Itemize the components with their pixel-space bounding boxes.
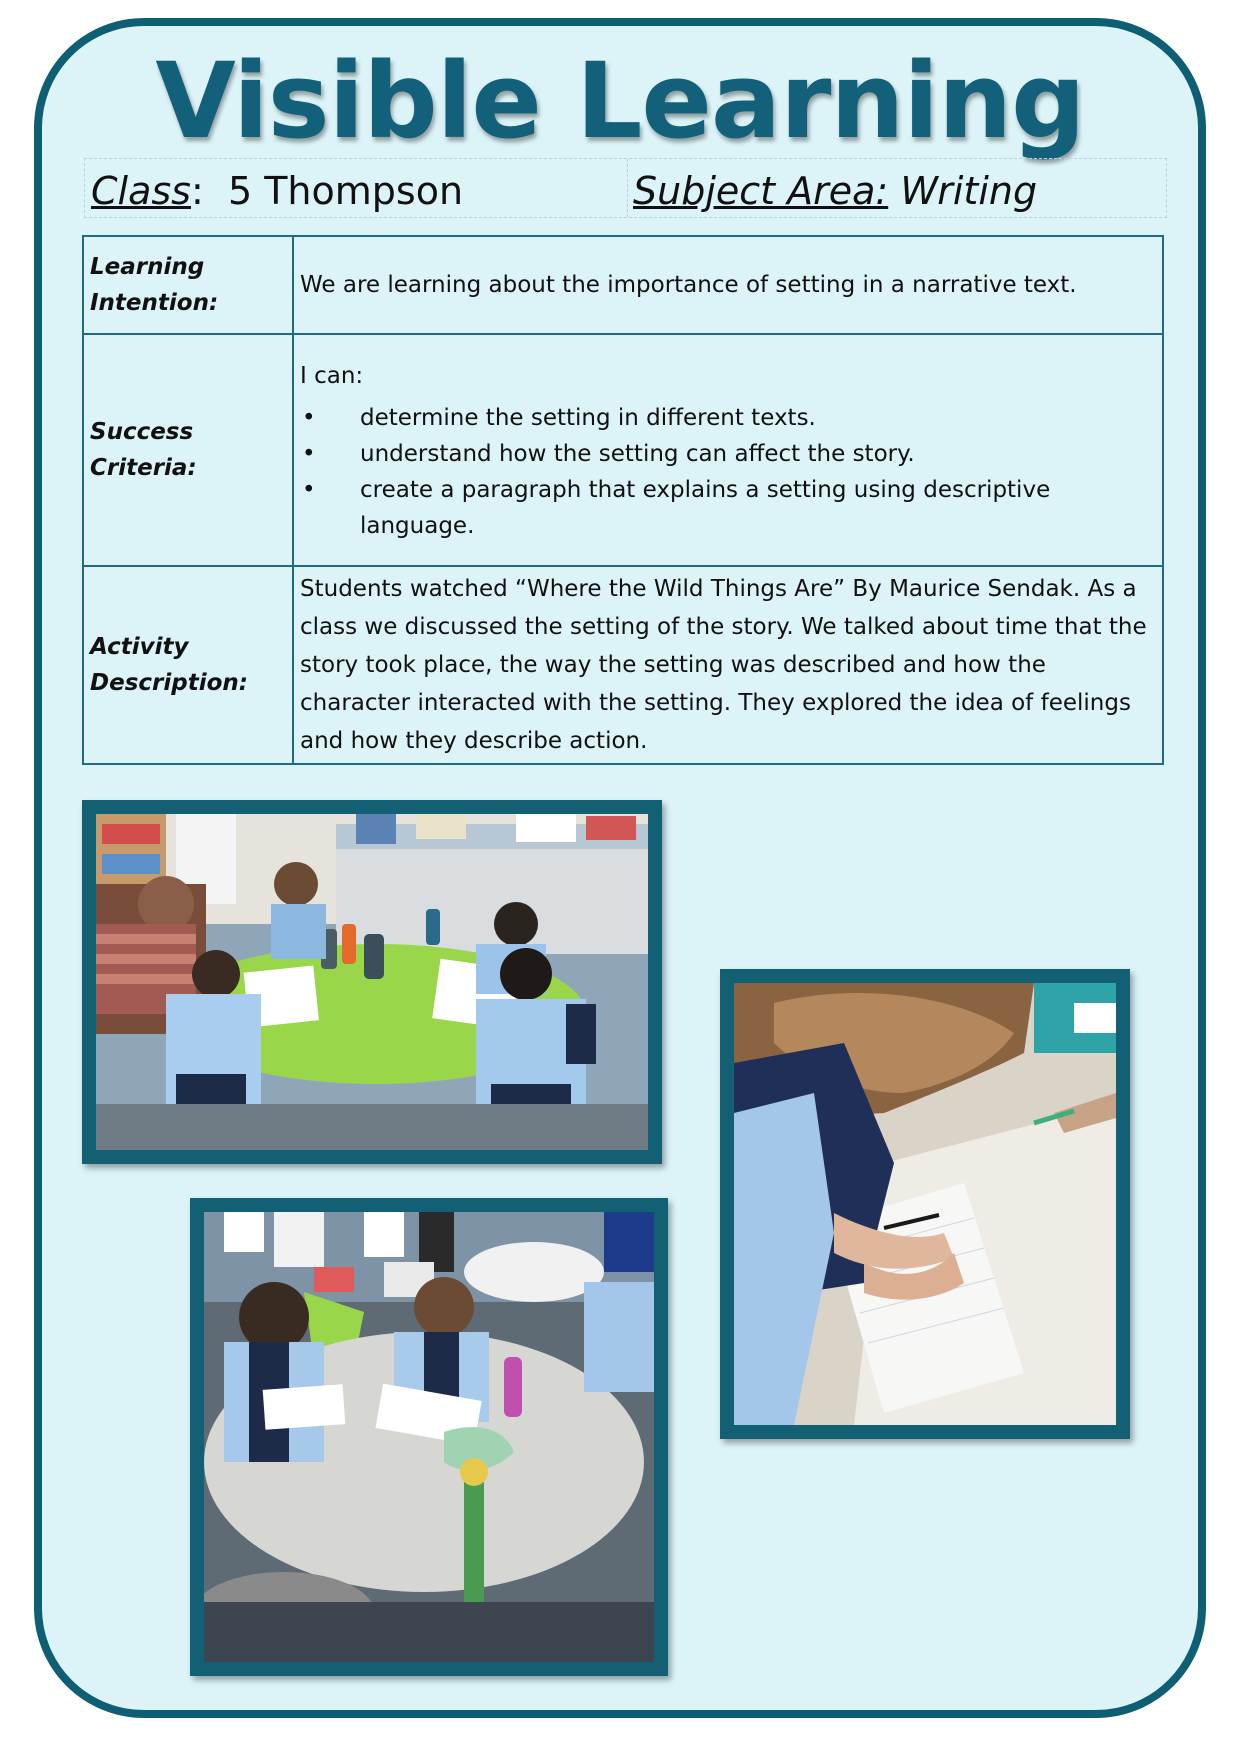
success-criteria-label [83, 334, 293, 566]
learning-intention-label [83, 236, 293, 334]
success-criteria-intro: I can: [300, 363, 364, 389]
bullet-icon: • [302, 441, 316, 467]
success-criteria-content [293, 334, 1163, 566]
activity-description-label-line2: Description: [90, 670, 248, 696]
list-item [300, 436, 1156, 472]
bullet-icon: • [302, 477, 316, 503]
learning-intention-text: We are learning about the importance of setting in a narrative text. [293, 236, 1163, 334]
criteria-text: create a paragraph that explains a setting using descriptive language. [360, 477, 1051, 539]
activity-description-text: Students watched “Where the Wild Things Are” By Maurice Sendak. As a class we discussed the setting of the story. We talked about time that the story took place, the way the setting was described and how the character interacted with the setting. They explored the idea of feelings and how they describe action. [293, 566, 1163, 764]
learning-intention-row [83, 236, 1163, 334]
criteria-text: determine the setting in different texts. [360, 405, 816, 431]
class-label: Class [91, 169, 191, 213]
criteria-text: understand how the setting can affect the story. [360, 441, 915, 467]
header-divider [627, 159, 628, 217]
success-criteria-list [300, 400, 1156, 544]
subject-info [633, 169, 1037, 213]
learning-intention-label-line1: Learning [90, 254, 205, 280]
success-criteria-row [83, 334, 1163, 566]
photo-image [204, 1212, 654, 1662]
success-criteria-label-line1: Success [90, 419, 194, 445]
list-item [300, 400, 1156, 436]
subject-value: Writing [900, 169, 1038, 213]
activity-description-row [83, 566, 1163, 764]
learning-table [82, 235, 1164, 765]
success-criteria-label-line2: Criteria: [90, 455, 197, 481]
list-item [300, 472, 1156, 544]
activity-description-label [83, 566, 293, 764]
class-subject-row [84, 158, 1167, 218]
class-info: Class: 5 Thompson [91, 169, 464, 213]
class-value: 5 Thompson [227, 169, 464, 213]
photo-image [734, 983, 1116, 1425]
activity-description-label-line1: Activity [90, 634, 189, 660]
classroom-photo-girl-writing [720, 969, 1130, 1439]
bullet-icon: • [302, 405, 316, 431]
classroom-photo-group-table [82, 800, 662, 1164]
page-title: Visible Learning [155, 40, 1085, 162]
photo-image [96, 814, 648, 1150]
classroom-photo-students-writing [190, 1198, 668, 1676]
subject-label: Subject Area: [633, 169, 889, 213]
learning-intention-label-line2: Intention: [90, 290, 219, 316]
